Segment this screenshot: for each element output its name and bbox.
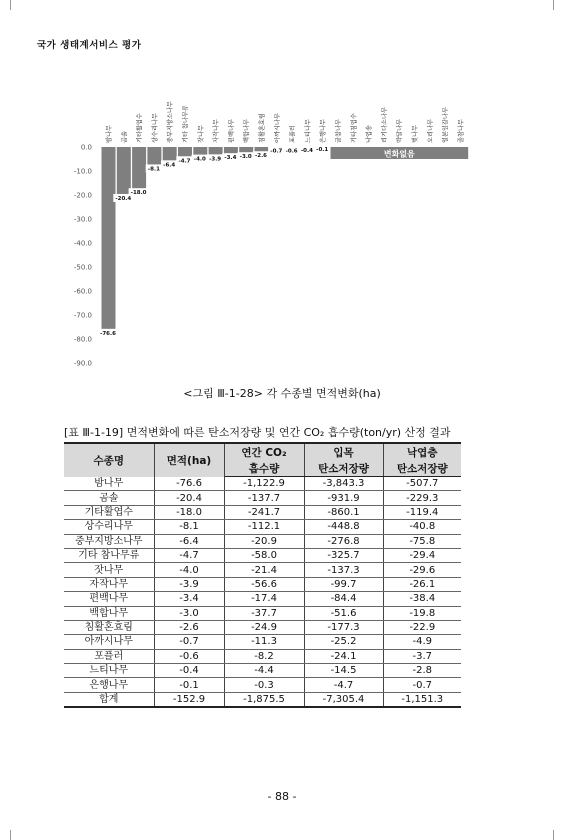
cell-co2-absorption: -1,875.5 [224, 692, 304, 707]
header-standing-line2: 탄소저장량 [304, 460, 383, 477]
table-row [64, 678, 461, 692]
category-label: 편백나무 [228, 119, 236, 143]
category-label: 벚나무 [412, 125, 419, 143]
header-species: 수종명 [64, 443, 154, 477]
cell-species: 기타 참나무류 [64, 548, 154, 562]
data-label: -18.0 [130, 190, 147, 197]
category-label: 상수리나무 [151, 113, 159, 143]
running-header: 국가 생태계서비스 평가 [37, 40, 142, 51]
cell-standing-carbon: -325.7 [304, 548, 383, 562]
category-label: 기타 참나무류 [182, 105, 190, 143]
cell-standing-carbon: -24.1 [304, 649, 383, 663]
cell-species: 합계 [64, 692, 154, 707]
cell-co2-absorption: -24.9 [224, 620, 304, 634]
cell-litter-carbon: -119.4 [383, 505, 461, 519]
cell-co2-absorption: -58.0 [224, 548, 304, 562]
cell-species: 침활혼효림 [64, 620, 154, 634]
bars [102, 147, 330, 331]
table-row [64, 563, 461, 577]
y-tick-label: -20.0 [73, 191, 92, 200]
category-label: 밤나무 [106, 125, 113, 143]
table-row [64, 548, 461, 562]
bar [147, 147, 161, 166]
cell-co2-absorption: -8.2 [224, 649, 304, 663]
table-row [64, 664, 461, 678]
category-label: 잣나무 [197, 125, 205, 143]
cell-species: 편백나무 [64, 592, 154, 606]
cell-area: -4.0 [154, 563, 224, 577]
table-row-total [64, 692, 461, 707]
table-row [64, 620, 461, 634]
table-row [64, 520, 461, 534]
cell-litter-carbon: -38.4 [383, 592, 461, 606]
table-body [64, 477, 461, 708]
cell-area: -0.6 [154, 649, 224, 663]
cell-species: 느티나무 [64, 664, 154, 678]
table-row [64, 534, 461, 548]
category-label: 박달나무 [396, 119, 404, 143]
carbon-storage-table [64, 442, 461, 708]
cell-species: 기타활엽수 [64, 505, 154, 519]
cell-co2-absorption: -4.4 [224, 664, 304, 678]
y-tick-label: -50.0 [73, 263, 92, 272]
cell-standing-carbon: -7,305.4 [304, 692, 383, 707]
data-label: -3.9 [209, 156, 222, 163]
table-caption: [표 Ⅲ-1-19] 면적변화에 따른 탄소저장량 및 연간 CO₂ 흡수량(ton/yr) 산정 결과 [64, 426, 451, 439]
cell-species: 잣나무 [64, 563, 154, 577]
category-label: 침활혼효림 [259, 113, 266, 143]
cell-litter-carbon: -507.7 [383, 477, 461, 491]
category-label: 기타활엽수 [136, 113, 144, 143]
bar [132, 147, 146, 190]
cell-area: -8.1 [154, 520, 224, 534]
data-label: -0.6 [285, 148, 298, 155]
category-label: 리기다소나무 [381, 107, 389, 143]
cell-area: -2.6 [154, 620, 224, 634]
cell-co2-absorption: -1,122.9 [224, 477, 304, 491]
cell-co2-absorption: -17.4 [224, 592, 304, 606]
cell-litter-carbon: -19.8 [383, 606, 461, 620]
cell-species: 은행나무 [64, 678, 154, 692]
cell-standing-carbon: -137.3 [304, 563, 383, 577]
category-label: 은행나무 [320, 119, 328, 143]
y-tick-label: -30.0 [73, 215, 92, 224]
header-area: 면적(ha) [154, 443, 224, 477]
y-tick-label: -70.0 [73, 311, 92, 320]
cell-litter-carbon: -75.8 [383, 534, 461, 548]
cell-area: -3.4 [154, 592, 224, 606]
y-tick-label: -80.0 [73, 335, 92, 344]
table-row [64, 577, 461, 591]
cell-standing-carbon: -276.8 [304, 534, 383, 548]
y-tick-label: -40.0 [73, 239, 92, 248]
category-label: 일본잎갈나무 [442, 107, 450, 143]
data-label: -76.6 [100, 330, 116, 337]
category-label: 백합나무 [243, 119, 251, 143]
data-label: -0.7 [270, 148, 283, 155]
category-label: 포플러 [289, 125, 297, 143]
cell-litter-carbon: -29.4 [383, 548, 461, 562]
header-co2-line1: 연간 CO₂ [224, 443, 304, 460]
no-change-annotation [331, 147, 469, 159]
cell-standing-carbon: -177.3 [304, 620, 383, 634]
bar [163, 147, 177, 162]
category-label: 느티나무 [304, 119, 312, 143]
category-labels [105, 101, 465, 143]
data-label: -8.1 [147, 166, 160, 173]
cell-litter-carbon: -29.6 [383, 563, 461, 577]
no-change-label: 변화없음 [383, 149, 415, 159]
data-label: -4.7 [178, 158, 191, 165]
cell-standing-carbon: -25.2 [304, 635, 383, 649]
cell-species: 상수리나무 [64, 520, 154, 534]
table-row [64, 491, 461, 505]
category-label: 아까시나무 [274, 113, 282, 143]
cell-co2-absorption: -137.7 [224, 491, 304, 505]
cell-litter-carbon: -40.8 [383, 520, 461, 534]
cell-area: -0.4 [154, 664, 224, 678]
table-row [64, 606, 461, 620]
table-row [64, 635, 461, 649]
data-label: -3.4 [224, 155, 237, 162]
crop-mark-bottom-left [0, 830, 11, 840]
cell-area: -0.7 [154, 635, 224, 649]
cell-litter-carbon: -4.9 [383, 635, 461, 649]
cell-litter-carbon: -3.7 [383, 649, 461, 663]
data-label: -20.4 [115, 195, 132, 202]
cell-species: 밤나무 [64, 477, 154, 491]
category-label: 굴참나무 [335, 119, 343, 143]
y-tick-label: -90.0 [73, 359, 92, 368]
figure-caption: <그림 Ⅲ-1-28> 각 수종별 면적변화(ha) [183, 387, 381, 400]
data-label: -3.0 [239, 154, 252, 161]
table-row [64, 649, 461, 663]
page-number: - 88 - [267, 790, 297, 803]
cell-area: -76.6 [154, 477, 224, 491]
cell-litter-carbon: -229.3 [383, 491, 461, 505]
data-label: -4.0 [193, 156, 206, 163]
header-litter-line1: 낙엽층 [383, 443, 461, 460]
category-label: 졸참나무 [457, 119, 465, 143]
cell-litter-carbon: -2.8 [383, 664, 461, 678]
cell-co2-absorption: -241.7 [224, 505, 304, 519]
cell-species: 곰솔 [64, 491, 154, 505]
y-tick-label: 0.0 [80, 143, 92, 152]
cell-co2-absorption: -37.7 [224, 606, 304, 620]
category-label: 곰솔 [121, 131, 129, 143]
category-label: 낙엽송 [366, 125, 374, 143]
crop-mark-bottom-right [553, 830, 564, 840]
bar [102, 147, 116, 331]
cell-species: 백합나무 [64, 606, 154, 620]
cell-co2-absorption: -0.3 [224, 678, 304, 692]
cell-co2-absorption: -11.3 [224, 635, 304, 649]
table-row [64, 505, 461, 519]
cell-standing-carbon: -84.4 [304, 592, 383, 606]
category-label: 자작나무 [213, 119, 221, 143]
category-label: 오리나무 [427, 119, 435, 143]
table-row [64, 477, 461, 491]
cell-standing-carbon: -931.9 [304, 491, 383, 505]
cell-co2-absorption: -20.9 [224, 534, 304, 548]
cell-standing-carbon: -14.5 [304, 664, 383, 678]
cell-area: -20.4 [154, 491, 224, 505]
cell-species: 중부지방소나무 [64, 534, 154, 548]
cell-standing-carbon: -860.1 [304, 505, 383, 519]
cell-area: -18.0 [154, 505, 224, 519]
header-litter-line2: 탄소저장량 [383, 460, 461, 477]
cell-co2-absorption: -21.4 [224, 563, 304, 577]
cell-standing-carbon: -448.8 [304, 520, 383, 534]
cell-area: -3.9 [154, 577, 224, 591]
y-axis-tick-labels [74, 144, 92, 368]
area-change-bar-chart [0, 0, 564, 380]
category-label: 중부지방소나무 [167, 101, 175, 143]
cell-standing-carbon: -51.6 [304, 606, 383, 620]
cell-litter-carbon: -22.9 [383, 620, 461, 634]
cell-standing-carbon: -99.7 [304, 577, 383, 591]
y-tick-label: -10.0 [73, 167, 92, 176]
table-row [64, 592, 461, 606]
cell-co2-absorption: -112.1 [224, 520, 304, 534]
cell-area: -152.9 [154, 692, 224, 707]
data-label: -0.4 [300, 147, 313, 154]
cell-co2-absorption: -56.6 [224, 577, 304, 591]
cell-litter-carbon: -0.7 [383, 678, 461, 692]
y-tick-label: -60.0 [73, 287, 92, 296]
data-label: -0.1 [316, 147, 329, 154]
cell-standing-carbon: -3,843.3 [304, 477, 383, 491]
cell-litter-carbon: -1,151.3 [383, 692, 461, 707]
cell-species: 포플러 [64, 649, 154, 663]
cell-area: -6.4 [154, 534, 224, 548]
cell-species: 자작나무 [64, 577, 154, 591]
cell-area: -3.0 [154, 606, 224, 620]
cell-species: 아까시나무 [64, 635, 154, 649]
category-label: 기타침엽수 [350, 113, 358, 143]
data-label: -2.6 [254, 153, 268, 160]
header-standing-line1: 입목 [304, 443, 383, 460]
cell-litter-carbon: -26.1 [383, 577, 461, 591]
data-label: -6.4 [163, 162, 176, 169]
cell-standing-carbon: -4.7 [304, 678, 383, 692]
header-co2-line2: 흡수량 [224, 460, 304, 477]
cell-area: -0.1 [154, 678, 224, 692]
cell-area: -4.7 [154, 548, 224, 562]
